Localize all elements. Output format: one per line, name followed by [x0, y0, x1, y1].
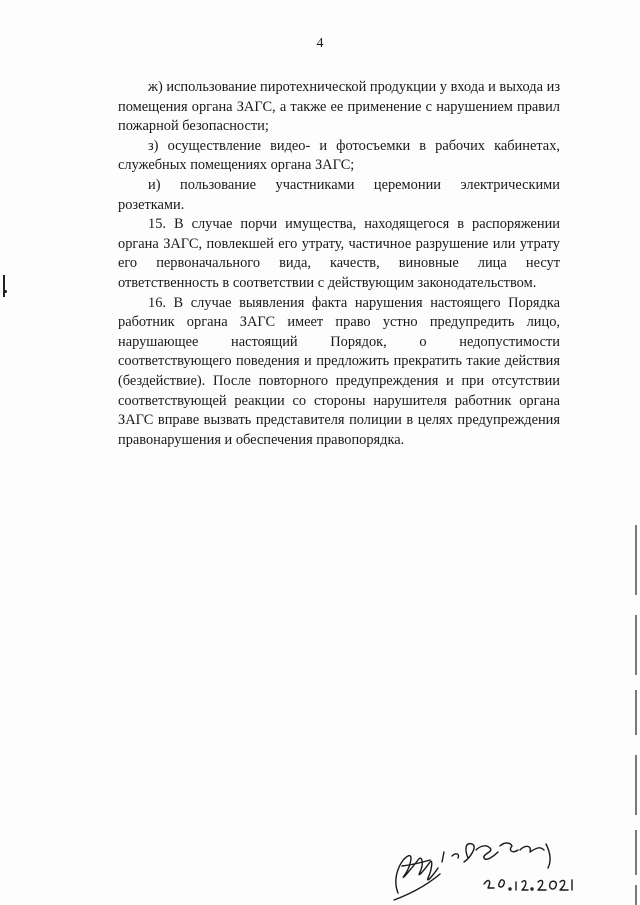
margin-dot	[4, 290, 7, 293]
paragraph-item-zh: ж) использование пиротехнической продукции у входа и выхода из помещения органа ЗАГС, а также ее применение с нарушением правил пожарной безопасности;	[118, 79, 560, 135]
paragraph-clause-15: 15. В случае порчи имущества, находящегося в распоряжении органа ЗАГС, повлекшей его утрату, частичное разрушение или утрату его первоначального вида, качеств, виновные лица несут ответственность в соответствии с действующим законодательством.	[118, 216, 560, 291]
scan-edge-lines	[625, 525, 639, 905]
paragraph-item-z: з) осуществление видео- и фотосъемки в рабочих кабинетах, служебных помещениях органа ЗАГС;	[118, 137, 560, 174]
paragraph-item-i: и) пользование участниками церемонии электрическими розетками.	[118, 176, 560, 213]
page-number: 4	[316, 36, 324, 51]
paragraph-clause-16: 16. В случае выявления факта нарушения настоящего Порядка работник органа ЗАГС имеет право устно предупредить лицо, нарушающее настоящий Порядок, о недопустимости соответствующего поведения и предложить прекратить такие действия (бездействие). После повторного предупреждения и при отсутствии соответствующей реакции со стороны нарушителя работник органа ЗАГС вправе вызвать представителя полиции в целях предупреждения правонарушения и обеспечения правопорядка.	[118, 294, 560, 448]
margin-mark	[3, 275, 5, 297]
document-body	[118, 78, 560, 450]
handwritten-signature	[380, 838, 580, 903]
